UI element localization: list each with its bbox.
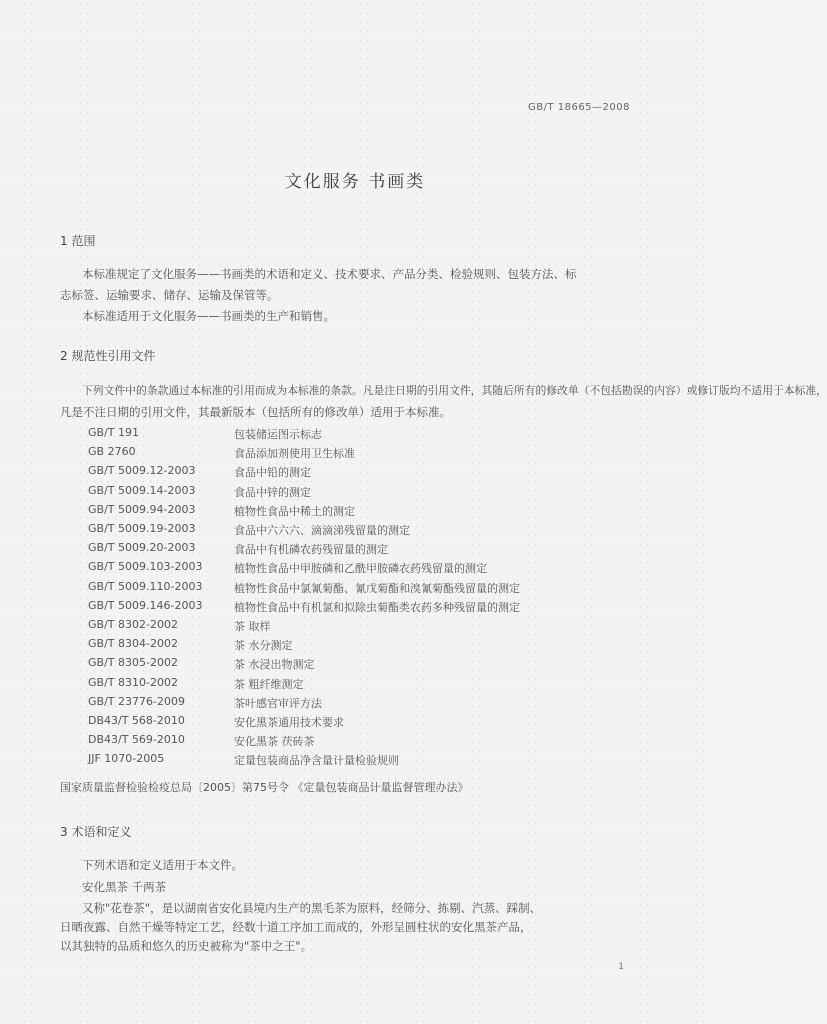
- section-1-heading: 1 范围: [60, 234, 96, 248]
- reference-title: 安化黑茶 茯砖茶: [234, 735, 315, 749]
- section-1-paragraph-line: 本标准规定了文化服务——书画类的术语和定义、技术要求、产品分类、检验规则、包装方法、标: [82, 267, 577, 281]
- reference-code: GB/T 5009.103-2003: [88, 560, 203, 574]
- reference-code: DB43/T 568-2010: [88, 714, 185, 727]
- section-1-scope-paragraph: 本标准适用于文化服务——书画类的生产和销售。: [82, 309, 335, 323]
- reference-code: GB/T 5009.20-2003: [88, 541, 196, 555]
- term-definition-line: 日晒夜露、自然干燥等特定工艺，经数十道工序加工而成的，外形呈圆柱状的安化黑茶产品，: [60, 920, 532, 934]
- reference-code: GB/T 5009.19-2003: [88, 522, 196, 535]
- section-2-intro-line: 凡是不注日期的引用文件，其最新版本（包括所有的修改单）适用于本标准。: [60, 405, 451, 419]
- reference-code: GB/T 5009.146-2003: [88, 598, 203, 612]
- reference-title: 植物性食品中有机氯和拟除虫菊酯类农药多种残留量的测定: [234, 600, 520, 614]
- term-name: 安化黑茶 千两茶: [82, 880, 167, 894]
- document-title: 文化服务 书画类: [284, 172, 426, 192]
- reference-title: 茶 水分测定: [234, 639, 293, 653]
- reference-title: 食品中有机磷农药残留量的测定: [234, 543, 388, 557]
- reference-code: GB/T 5009.94-2003: [88, 502, 196, 516]
- term-definition-line: 以其独特的品质和悠久的历史被称为"茶中之王"。: [60, 939, 313, 953]
- reference-title: 包装储运图示标志: [234, 428, 322, 441]
- document-code: GB/T 18665—2008: [527, 102, 630, 113]
- reference-code: GB/T 23776-2009: [88, 694, 185, 708]
- section-3-heading: 3 术语和定义: [60, 825, 132, 839]
- reference-title: 食品中铅的测定: [234, 466, 311, 480]
- reference-title: 食品添加剂使用卫生标准: [234, 447, 355, 461]
- reference-code: GB/T 8304-2002: [88, 637, 178, 651]
- reference-title: 植物性食品中稀土的测定: [234, 504, 355, 518]
- reference-title: 茶 粗纤维测定: [234, 677, 304, 691]
- section-2-intro-line: 下列文件中的条款通过本标准的引用而成为本标准的条款。凡是注日期的引用文件，其随后所有的修改单（不包括勘误的内容）或修订版均不适用于本标准，: [82, 384, 827, 397]
- reference-title: 安化黑茶通用技术要求: [234, 716, 344, 729]
- reference-title: 定量包装商品净含量计量检验规则: [234, 754, 399, 768]
- page-number: 1: [618, 962, 624, 972]
- regulation-notice: 国家质量监督检验检疫总局〔2005〕第75号令 《定量包装商品计量监督管理办法》: [60, 781, 469, 794]
- reference-title: 茶叶感官审评方法: [234, 696, 322, 710]
- reference-title: 食品中六六六、滴滴涕残留量的测定: [234, 524, 410, 537]
- section-1-paragraph-line: 志标签、运输要求、储存、运输及保管等。: [60, 288, 279, 302]
- section-2-heading: 2 规范性引用文件: [60, 349, 156, 363]
- reference-code: GB/T 5009.110-2003: [88, 579, 203, 593]
- reference-title: 茶 取样: [234, 620, 271, 633]
- reference-title: 植物性食品中氯氰菊酯、氰戊菊酯和溴氰菊酯残留量的测定: [234, 581, 520, 595]
- reference-title: 植物性食品中甲胺磷和乙酰甲胺磷农药残留量的测定: [234, 562, 487, 576]
- reference-code: GB/T 8310-2002: [88, 675, 178, 689]
- reference-code: GB/T 8302-2002: [88, 618, 178, 631]
- reference-code: JJF 1070-2005: [88, 752, 165, 766]
- reference-code: GB/T 5009.12-2003: [88, 464, 196, 478]
- reference-code: DB43/T 569-2010: [88, 733, 185, 747]
- reference-code: GB/T 5009.14-2003: [88, 483, 196, 497]
- section-3-intro: 下列术语和定义适用于本文件。: [82, 858, 243, 872]
- reference-code: GB 2760: [88, 445, 136, 459]
- term-definition-line: 又称"花卷茶"，是以湖南省安化县境内生产的黑毛茶为原料，经筛分、拣剔、汽蒸、踩制、: [82, 901, 542, 915]
- reference-title: 茶 水浸出物测定: [234, 658, 315, 672]
- reference-title: 食品中锌的测定: [234, 485, 311, 499]
- reference-code: GB/T 191: [88, 426, 139, 439]
- reference-code: GB/T 8305-2002: [88, 656, 178, 670]
